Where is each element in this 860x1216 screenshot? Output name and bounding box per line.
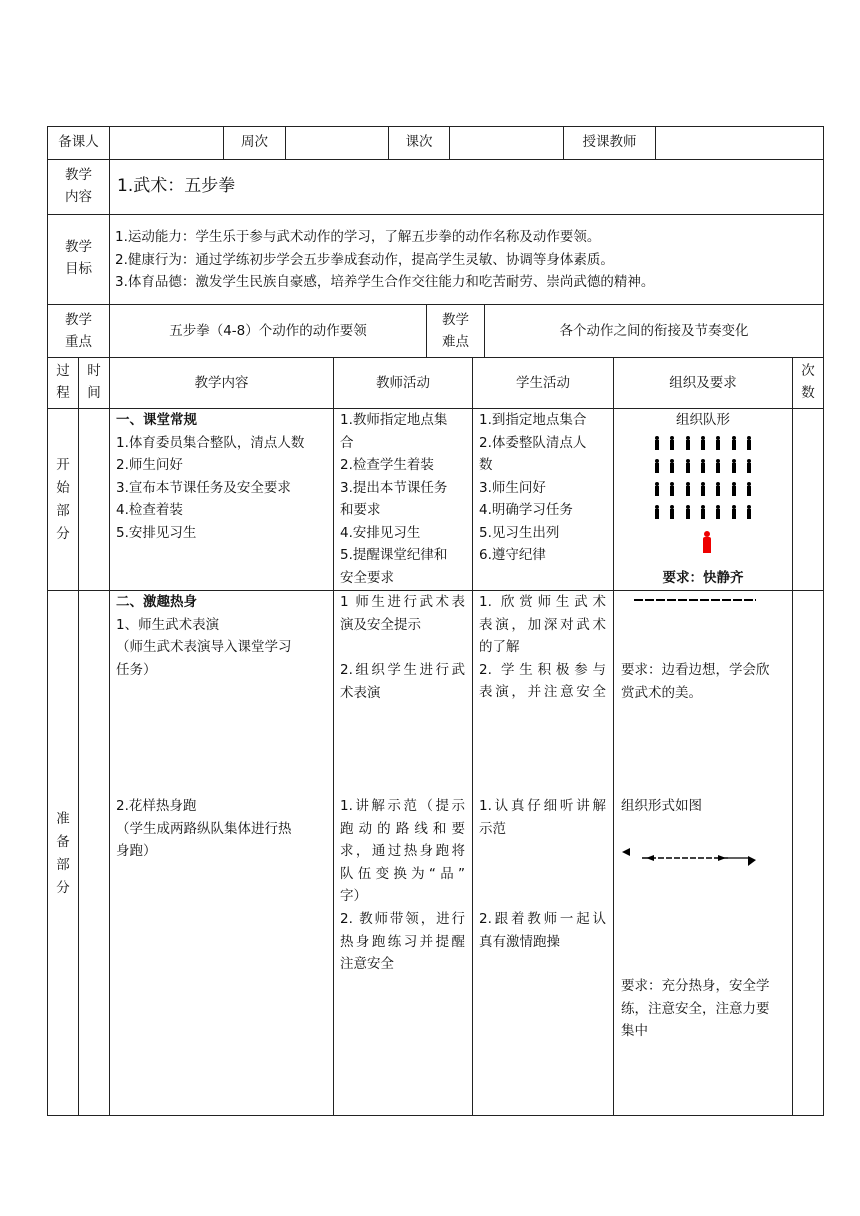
start-student-activity: 1.到指定地点集合 2.体委整队清点人 数 3.师生问好 4.明确学习任务 5.见习生出列 6.遵守纪律 [479, 412, 587, 563]
student-figure-icon [746, 459, 752, 473]
col-student: 学生活动 [516, 375, 570, 391]
prep-student-b2: 2.跟着教师一起认 真有激情跑操 [479, 911, 606, 950]
week-label: 周次 [241, 134, 268, 150]
student-figure-icon [654, 436, 660, 450]
student-figure-icon [654, 505, 660, 519]
student-figure-icon [715, 482, 721, 496]
start-content [116, 409, 304, 544]
student-figure-icon [700, 459, 706, 473]
prep-org-a: 要求：边看边想，学会欣 赏武术的美。 [621, 662, 770, 701]
student-figure-icon [731, 436, 737, 450]
list-item: 5.安排见习生 [116, 524, 197, 541]
student-figure-icon [700, 436, 706, 450]
dashed-line-icon [630, 594, 762, 606]
prep-student-a: 1. 欣赏师生武术 表演，加深对武术 的了解 2. 学生积极参与 表演，并注意安全 [479, 594, 606, 700]
student-figure-icon [685, 459, 691, 473]
prep-org-b: 组织形式如图 [621, 798, 702, 814]
col-content: 教学内容 [194, 375, 249, 391]
student-figure-icon [669, 459, 675, 473]
difficulty-value: 各个动作之间的衔接及节奏变化 [559, 323, 749, 339]
list-item: 4.检查着装 [116, 502, 183, 518]
col-time: 时 间 [87, 363, 101, 401]
student-figure-icon [731, 459, 737, 473]
student-figure-icon [746, 436, 752, 450]
phase-start: 开 始 部 分 [56, 457, 70, 542]
student-figure-icon [746, 482, 752, 496]
student-figure-icon [654, 482, 660, 496]
student-figure-icon [700, 482, 706, 496]
student-figure-icon [669, 436, 675, 450]
objective-item: 2.健康行为：通过学练初步学会五步拳成套动作，提高学生灵敏、协调等身体素质。 [115, 251, 614, 268]
student-figure-icon [685, 482, 691, 496]
prep-content-a: 二、激趣热身 1、师生武术表演 （师生武术表演导入课堂学习 任务） [116, 591, 292, 681]
teacher-figure-icon [701, 531, 713, 553]
running-route-arrows-icon [618, 846, 760, 870]
objectives-label: 教学 目标 [65, 239, 92, 277]
content-value: 1.武术：五步拳 [117, 176, 236, 196]
objective-item: 3.体育品德：激发学生民族自豪感，培养学生合作交往能力和吃苦耐劳、崇尚武德的精神。 [115, 274, 655, 290]
content-label: 教学 内容 [65, 167, 92, 205]
prep-content-title: 二、激趣热身 [116, 594, 197, 610]
formation-requirement: 要求：快静齐 [662, 570, 744, 586]
prep-content-b: 2.花样热身跑 （学生成两路纵队集体进行热 身跑） [116, 798, 292, 859]
student-figure-icon [715, 459, 721, 473]
student-figure-icon [731, 482, 737, 496]
col-count: 次 数 [801, 363, 815, 401]
student-figure-icon [685, 505, 691, 519]
student-figure-icon [700, 505, 706, 519]
phase-prep: 准 备 部 分 [56, 811, 70, 896]
prep-org-c: 要求：充分热身，安全学 练，注意安全，注意力要 集中 [621, 978, 770, 1039]
key-points-label: 教学 重点 [65, 312, 92, 350]
teacher-label: 授课教师 [582, 134, 637, 150]
prep-student-b: 1.认真仔细听讲解 示范 [479, 798, 606, 837]
objectives-list [115, 226, 654, 294]
prep-teacher-a2: 2.组织学生进行武 术表演 [340, 662, 465, 701]
student-figure-icon [715, 505, 721, 519]
student-figure-icon [685, 436, 691, 450]
key-points-value: 五步拳（4-8）个动作的动作要领 [169, 323, 367, 339]
difficulty-label: 教学 难点 [442, 312, 469, 350]
list-item: 2.师生问好 [116, 457, 183, 473]
prep-teacher-a: 1 师生进行武术表 演及安全提示 [340, 594, 465, 633]
formation-title: 组织队形 [676, 412, 730, 428]
preparer-label: 备课人 [58, 134, 99, 150]
col-process: 过 程 [56, 363, 70, 401]
student-figure-icon [654, 459, 660, 473]
start-content-title: 一、课堂常规 [116, 412, 197, 428]
student-figure-icon [669, 505, 675, 519]
student-figure-icon [669, 482, 675, 496]
prep-teacher-b: 1.讲解示范（提示 跑动的路线和要 求，通过热身跑将 队伍变换为“品” 字） [340, 798, 465, 904]
student-figure-icon [746, 505, 752, 519]
lesson-label: 课次 [405, 134, 433, 150]
objective-item: 1.运动能力：学生乐于参与武术动作的学习，了解五步拳的动作名称及动作要领。 [115, 229, 601, 245]
col-organization: 组织及要求 [669, 375, 737, 391]
student-figure-icon [715, 436, 721, 450]
list-item: 1.体育委员集合整队，清点人数 [116, 434, 305, 451]
start-teacher-activity: 1.教师指定地点集 合 2.检查学生着装 3.提出本节课任务 和要求 4.安排见习生 5.提醒课堂纪律和 安全要求 [340, 412, 448, 586]
student-figure-icon [731, 505, 737, 519]
list-item: 3.宣布本节课任务及安全要求 [116, 479, 291, 496]
col-teacher: 教师活动 [376, 375, 430, 391]
prep-teacher-b2: 2. 教师带领，进行 热身跑练习并提醒 注意安全 [340, 911, 465, 972]
